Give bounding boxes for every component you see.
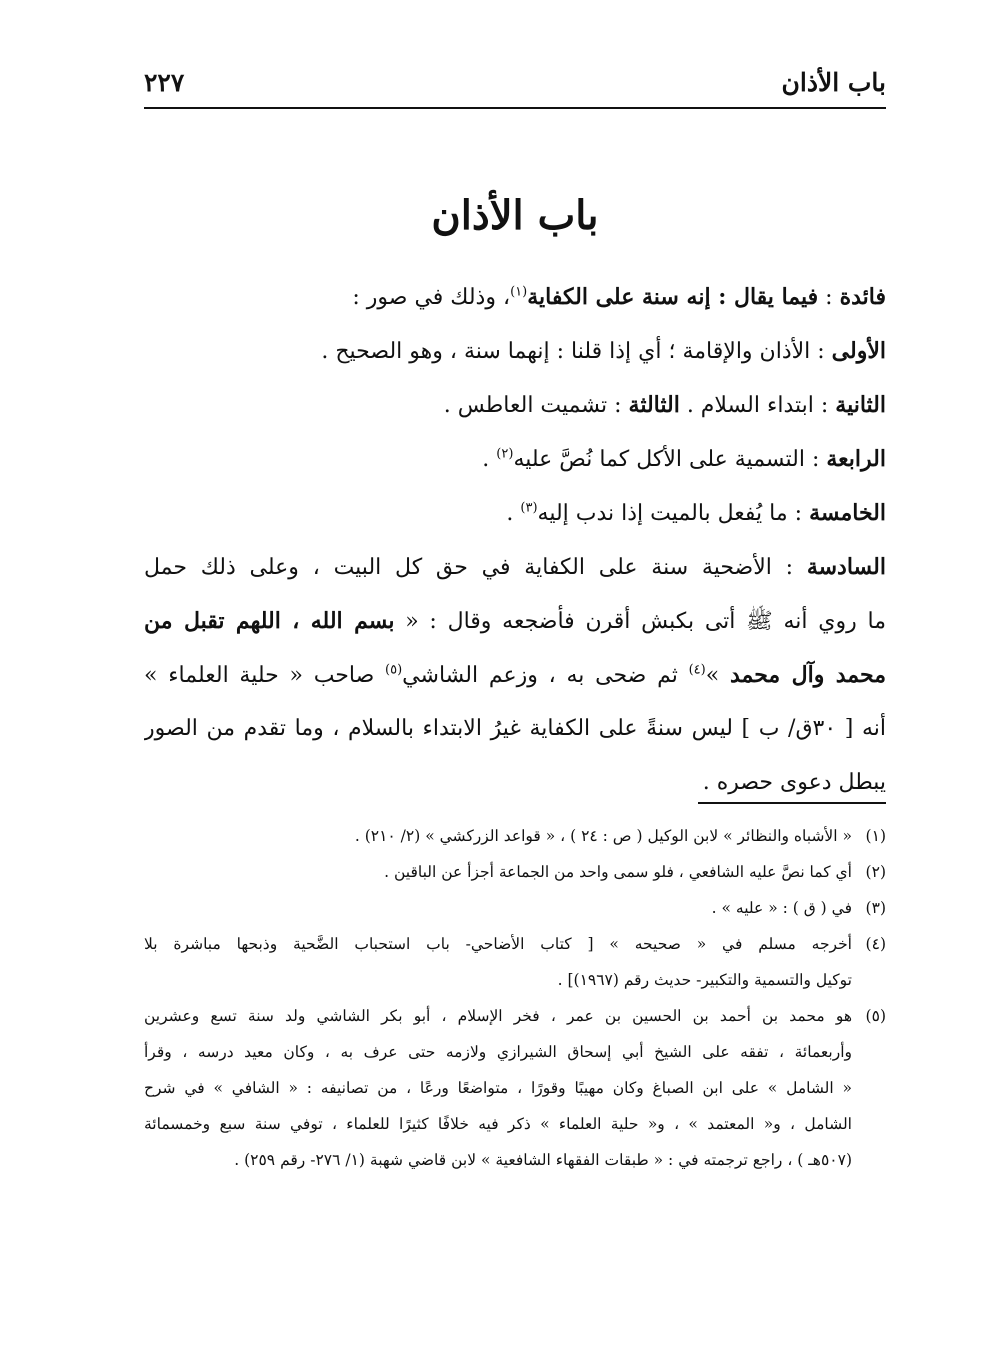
footnote-line: الشامل ، و« المعتمد » ، و« حلية العلماء » ذكر فيه خلافًا كثيرًا للعلماء ، توفي سنة سبع وخمسمائة: [144, 1115, 852, 1133]
paragraph-first: الأولى : الأذان والإقامة ؛ أي إذا قلنا : إنهما سنة ، وهو الصحيح .: [321, 338, 886, 364]
paragraph-sixth-line-4: أنه [ ٣٠ق/ ب ] ليس سنةً على الكفاية غيرُ الابتداء بالسلام ، وما تقدم من الصور: [144, 716, 886, 741]
footnote-ref-4[interactable]: (٤): [688, 662, 706, 678]
hadith-quote-end: محمد وآل محمد: [729, 662, 886, 688]
chapter-title: باب الأذان: [431, 192, 599, 239]
hadith-quote-start: بسم الله ، اللهم تقبل من: [144, 608, 395, 634]
footnote-ref-5[interactable]: (٥): [385, 662, 403, 678]
label-sixth: السادسة: [806, 554, 886, 580]
footnote-body: [144, 926, 852, 998]
page-number: ٢٢٧: [144, 67, 185, 97]
footnote-number: (٣): [865, 899, 886, 917]
footnote-number: (٥): [865, 1007, 886, 1025]
label-second: الثانية: [835, 392, 886, 418]
footnote-2: [144, 854, 886, 890]
footnote-ref-3[interactable]: (٣): [520, 500, 538, 516]
footnote-line: « الأشباه والنظائر » لابن الوكيل ( ص : ٢٤ ) ، « قواعد الزركشي » (٢/ ٢١٠) .: [354, 827, 852, 845]
header-chapter-name: باب الأذان: [781, 67, 886, 97]
paragraph-sixth-line-5: يبطل دعوى حصره .: [702, 770, 886, 795]
footnote-body: [144, 890, 852, 926]
footnote-line: وأربعمائة ، تفقه على الشيخ أبي إسحاق الشيرازي ولازمه حتى عرف به ، وكان معيد درسه ، وقرأ: [144, 1043, 852, 1061]
label-fourth: الرابعة: [826, 446, 886, 472]
footnote-body: [144, 998, 852, 1178]
paragraph-sixth-line-1: السادسة : الأضحية سنة على الكفاية في حق كل البيت ، وعلى ذلك حمل: [144, 554, 886, 580]
footnote-3: [144, 890, 886, 926]
paragraph-fourth: الرابعة : التسمية على الأكل كما نُصَّ عليه$^{(٢)}$ .: [482, 446, 886, 472]
footnote-4: [144, 926, 886, 998]
footnote-1: [144, 818, 886, 854]
paragraph-sixth-line-3: محمد وآل محمد »$^{(٤)}$ ثم ضحى به ، وزعم الشاشي$^{(٥)}$ صاحب « حلية العلماء »: [144, 662, 886, 688]
footnote-ref-1[interactable]: (١): [510, 284, 528, 300]
footnote-line: (٥٠٧هـ ) ، راجع ترجمته في : « طبقات الفقهاء الشافعية » لابن قاضي شهبة (١/ ٢٧٦- رقم ٢٥٩) .: [234, 1151, 852, 1169]
footnote-body: [144, 818, 852, 854]
footnote-line: هو محمد بن أحمد بن الحسين بن عمر ، فخر الإسلام ، أبو بكر الشاشي ولد سنة تسع وعشرين: [144, 1007, 852, 1025]
faida-heading: فيما يقال : إنه سنة على الكفاية: [527, 284, 819, 310]
label-first: الأولى: [831, 338, 886, 364]
footnote-line: في ( ق ) : « عليه » .: [711, 899, 852, 917]
label-third: الثالثة: [628, 392, 680, 418]
footnote-body: [144, 854, 852, 890]
label-faida: فائدة: [839, 284, 886, 310]
footnote-ref-2[interactable]: (٢): [496, 446, 514, 462]
footnote-line: أي كما نصَّ عليه الشافعي ، فلو سمى واحد من الجماعة أجزأ عن الباقين .: [384, 863, 852, 881]
footnote-line: « الشامل » على ابن الصباغ وكان مهيبًا وقورًا ، متواضعًا ورعًا ، من تصانيفه : « الشافي » في شرح: [144, 1079, 852, 1097]
paragraph-faida: فائدة : فيما يقال : إنه سنة على الكفاية$^{(١)}$، وذلك في صور :: [352, 284, 886, 310]
footnote-5: [144, 998, 886, 1178]
label-fifth: الخامسة: [809, 500, 886, 526]
footnote-separator: [698, 802, 886, 804]
paragraph-fifth: الخامسة : ما يُفعل بالميت إذا ندب إليه$^{(٣)}$ .: [506, 500, 886, 526]
footnote-line: أخرجه مسلم في « صحيحه » [ كتاب الأضاحي- باب استحباب الضَّحية وذبحها مباشرة بلا: [144, 935, 852, 953]
footnote-number: (١): [865, 827, 886, 845]
footnote-number: (٢): [865, 863, 886, 881]
main-text: [144, 270, 886, 810]
footnote-line: توكيل والتسمية والتكبير- حديث رقم (١٩٦٧)] .: [557, 971, 852, 989]
running-header: [144, 62, 886, 102]
header-rule: [144, 107, 886, 109]
paragraph-sixth-line-2: ما روي أنه ﷺ أتى بكبش أقرن فأضجعه وقال : « بسم الله ، اللهم تقبل من: [144, 608, 886, 634]
footnotes-section: [144, 818, 886, 1178]
paragraph-second-third: الثانية : ابتداء السلام . الثالثة : تشميت العاطس .: [443, 392, 886, 418]
footnote-number: (٤): [865, 935, 886, 953]
